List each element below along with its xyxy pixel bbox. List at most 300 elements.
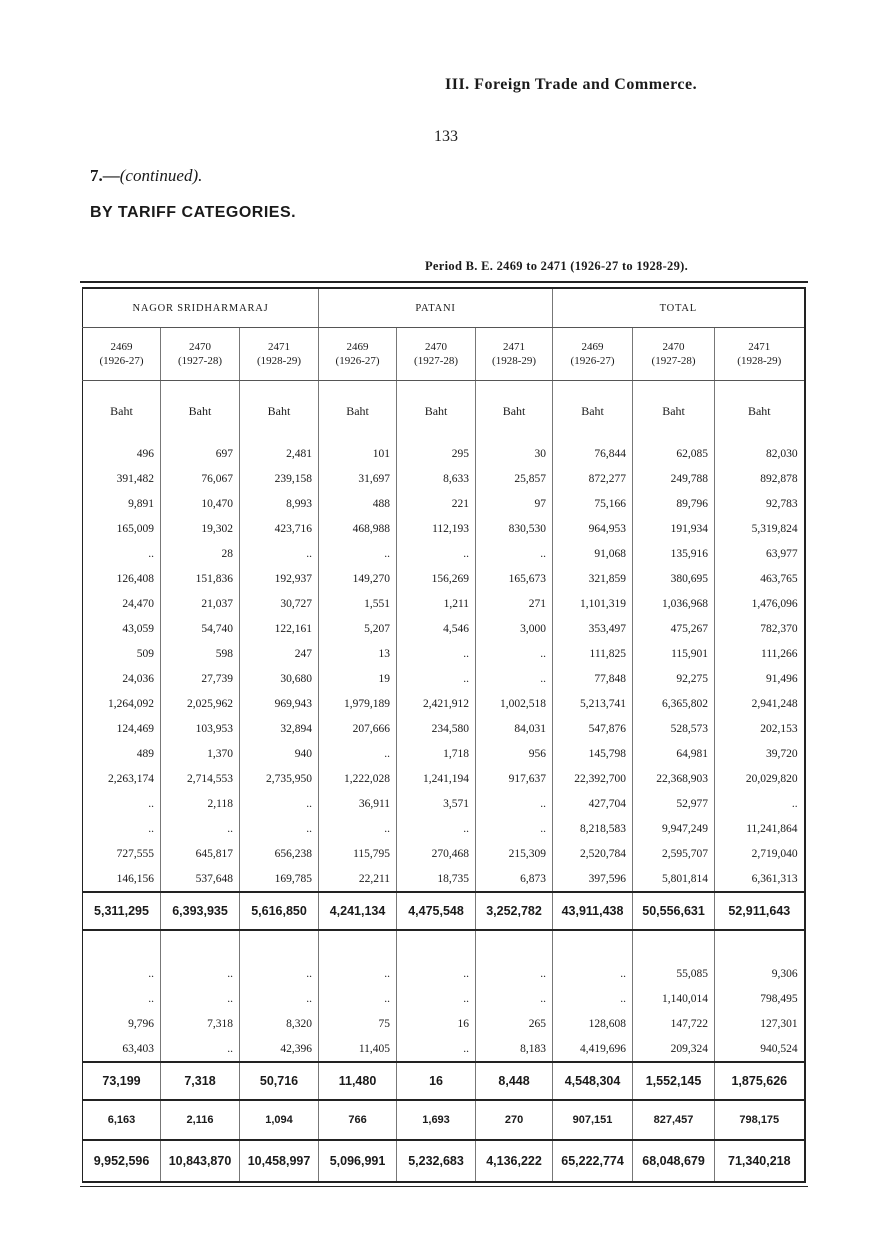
table-cell: 940 — [240, 741, 319, 766]
table-cell: 353,497 — [553, 616, 633, 641]
group-patani: PATANI — [319, 288, 553, 328]
table-cell: 782,370 — [715, 616, 805, 641]
table-cell: 207,666 — [319, 716, 397, 741]
table-cell: 92,783 — [715, 491, 805, 516]
table-cell: 5,232,683 — [397, 1140, 476, 1182]
table-cell: 1,476,096 — [715, 591, 805, 616]
table-cell: 111,266 — [715, 641, 805, 666]
table-cell: 52,977 — [633, 791, 715, 816]
unit-cell: Baht — [240, 381, 319, 442]
table-cell: 1,036,968 — [633, 591, 715, 616]
table-cell: 798,495 — [715, 986, 805, 1011]
table-cell: 21,037 — [161, 591, 240, 616]
table-cell: .. — [319, 541, 397, 566]
table-cell: 239,158 — [240, 466, 319, 491]
table-cell: 149,270 — [319, 566, 397, 591]
table-cell: 84,031 — [476, 716, 553, 741]
table-cell: 20,029,820 — [715, 766, 805, 791]
table-cell: 496 — [83, 441, 161, 466]
table-cell: 19 — [319, 666, 397, 691]
grand-total-row — [83, 1140, 805, 1182]
table-cell: 135,916 — [633, 541, 715, 566]
period-caption: Period B. E. 2469 to 2471 (1926-27 to 1928-29). — [425, 259, 689, 273]
table-row — [83, 866, 805, 892]
table-cell: 10,843,870 — [161, 1140, 240, 1182]
table-cell: 11,241,864 — [715, 816, 805, 841]
table-cell: .. — [240, 791, 319, 816]
table-cell: 9,891 — [83, 491, 161, 516]
table-row — [83, 566, 805, 591]
table-cell: 25,857 — [476, 466, 553, 491]
table-cell: 4,475,548 — [397, 892, 476, 930]
table-cell: .. — [161, 961, 240, 986]
table-cell: 645,817 — [161, 841, 240, 866]
table-cell: 423,716 — [240, 516, 319, 541]
table-cell: 43,059 — [83, 616, 161, 641]
table-cell: 249,788 — [633, 466, 715, 491]
table-cell: 52,911,643 — [715, 892, 805, 930]
table-cell: 64,981 — [633, 741, 715, 766]
table-cell: .. — [161, 1036, 240, 1062]
trade-table — [82, 287, 806, 1183]
table-cell: 91,068 — [553, 541, 633, 566]
table-cell: 892,878 — [715, 466, 805, 491]
table-cell: 1,693 — [397, 1100, 476, 1140]
table-cell: 697 — [161, 441, 240, 466]
table-cell: 202,153 — [715, 716, 805, 741]
table-row — [83, 1011, 805, 1036]
table-cell: 122,161 — [240, 616, 319, 641]
unit-cell: Baht — [397, 381, 476, 442]
table-cell: 397,596 — [553, 866, 633, 892]
table-cell: 8,320 — [240, 1011, 319, 1036]
table-cell: 964,953 — [553, 516, 633, 541]
table-cell: 165,009 — [83, 516, 161, 541]
table-cell: 11,480 — [319, 1062, 397, 1100]
year-header-cell: 2469 (1926-27) — [553, 328, 633, 381]
table-cell: .. — [397, 666, 476, 691]
continued-text: (continued). — [119, 166, 203, 185]
group-nagor: NAGOR SRIDHARMARAJ — [83, 288, 319, 328]
table-cell: .. — [83, 791, 161, 816]
table-cell: 463,765 — [715, 566, 805, 591]
table-cell: 192,937 — [240, 566, 319, 591]
table-cell: 6,873 — [476, 866, 553, 892]
table-row — [83, 1036, 805, 1062]
table-cell: 907,151 — [553, 1100, 633, 1140]
table-cell: 270,468 — [397, 841, 476, 866]
table-cell: .. — [397, 541, 476, 566]
table-cell: .. — [319, 741, 397, 766]
table-cell: 22,368,903 — [633, 766, 715, 791]
table-cell: .. — [397, 641, 476, 666]
table-cell: 488 — [319, 491, 397, 516]
table-cell: 727,555 — [83, 841, 161, 866]
unit-cell: Baht — [553, 381, 633, 442]
table-continued-label — [90, 166, 202, 186]
table-cell: .. — [476, 961, 553, 986]
table-cell: 145,798 — [553, 741, 633, 766]
table-cell: 16 — [397, 1011, 476, 1036]
year-header-cell: 2470 (1927-28) — [161, 328, 240, 381]
table-cell: .. — [83, 816, 161, 841]
table-cell: 247 — [240, 641, 319, 666]
table-cell: .. — [397, 986, 476, 1011]
table-cell: 31,697 — [319, 466, 397, 491]
table-cell: 321,859 — [553, 566, 633, 591]
table-cell: 39,720 — [715, 741, 805, 766]
table-cell: 75,166 — [553, 491, 633, 516]
table-cell: 1,211 — [397, 591, 476, 616]
table-cell: 43,911,438 — [553, 892, 633, 930]
table-cell: 103,953 — [161, 716, 240, 741]
table-cell: 3,252,782 — [476, 892, 553, 930]
table-cell: 4,419,696 — [553, 1036, 633, 1062]
table-cell: 969,943 — [240, 691, 319, 716]
unit-cell: Baht — [319, 381, 397, 442]
table-cell: 8,183 — [476, 1036, 553, 1062]
table-row — [83, 441, 805, 466]
table-cell: 126,408 — [83, 566, 161, 591]
year-header-cell: 2470 (1927-28) — [397, 328, 476, 381]
table-cell: 32,894 — [240, 716, 319, 741]
table-cell: .. — [715, 791, 805, 816]
table-cell: 940,524 — [715, 1036, 805, 1062]
table-cell — [476, 930, 553, 961]
table-cell: 62,085 — [633, 441, 715, 466]
table-cell: 7,318 — [161, 1011, 240, 1036]
table-cell: 2,520,784 — [553, 841, 633, 866]
table-cell: 2,719,040 — [715, 841, 805, 866]
table-cell: 2,941,248 — [715, 691, 805, 716]
table-cell: 215,309 — [476, 841, 553, 866]
year-header-cell: 2469 (1926-27) — [319, 328, 397, 381]
table-cell: 1,241,194 — [397, 766, 476, 791]
table-cell: 128,608 — [553, 1011, 633, 1036]
table-cell: 89,796 — [633, 491, 715, 516]
bottom-rule — [80, 1186, 808, 1187]
table-cell: 1,370 — [161, 741, 240, 766]
table-cell: 151,836 — [161, 566, 240, 591]
table-row — [83, 466, 805, 491]
table-cell: 156,269 — [397, 566, 476, 591]
table-cell: 1,718 — [397, 741, 476, 766]
table-cell: 8,993 — [240, 491, 319, 516]
table-cell: 27,739 — [161, 666, 240, 691]
table-cell: .. — [161, 986, 240, 1011]
table-row — [83, 616, 805, 641]
group-header-row — [83, 288, 805, 328]
table-cell: 16 — [397, 1062, 476, 1100]
table-cell: 76,844 — [553, 441, 633, 466]
table-cell: 5,207 — [319, 616, 397, 641]
table-row — [83, 766, 805, 791]
table-cell: 872,277 — [553, 466, 633, 491]
table-cell: 221 — [397, 491, 476, 516]
table-cell: 537,648 — [161, 866, 240, 892]
table-cell: 3,571 — [397, 791, 476, 816]
table-cell: 71,340,218 — [715, 1140, 805, 1182]
table-cell — [397, 930, 476, 961]
table-cell — [553, 930, 633, 961]
table-cell — [633, 930, 715, 961]
table-cell: 9,306 — [715, 961, 805, 986]
table-cell: 1,875,626 — [715, 1062, 805, 1100]
table-cell: 5,801,814 — [633, 866, 715, 892]
table-cell: 169,785 — [240, 866, 319, 892]
table-cell: 22,211 — [319, 866, 397, 892]
table-cell: 598 — [161, 641, 240, 666]
year-header-cell: 2471 (1928-29) — [715, 328, 805, 381]
table-cell: .. — [83, 541, 161, 566]
table-cell: 30,727 — [240, 591, 319, 616]
table-cell: 24,036 — [83, 666, 161, 691]
table-cell: .. — [240, 986, 319, 1011]
table-row — [83, 491, 805, 516]
table-cell: 509 — [83, 641, 161, 666]
table-cell: 391,482 — [83, 466, 161, 491]
year-header-row — [83, 328, 805, 381]
table-cell: 1,264,092 — [83, 691, 161, 716]
table-cell: 97 — [476, 491, 553, 516]
table-cell: 77,848 — [553, 666, 633, 691]
year-header-cell: 2469 (1926-27) — [83, 328, 161, 381]
table-cell: .. — [161, 816, 240, 841]
table-cell: 1,101,319 — [553, 591, 633, 616]
table-row — [83, 1100, 805, 1140]
table-cell: 1,979,189 — [319, 691, 397, 716]
table-cell: 489 — [83, 741, 161, 766]
table-cell: 1,222,028 — [319, 766, 397, 791]
table-row — [83, 816, 805, 841]
table-cell: 112,193 — [397, 516, 476, 541]
table-cell: .. — [553, 986, 633, 1011]
table-cell: .. — [240, 816, 319, 841]
table-cell — [83, 930, 161, 961]
table-cell: 4,136,222 — [476, 1140, 553, 1182]
table-cell: 50,556,631 — [633, 892, 715, 930]
table-cell: 127,301 — [715, 1011, 805, 1036]
table-cell — [240, 930, 319, 961]
unit-cell: Baht — [715, 381, 805, 442]
table-cell: 1,551 — [319, 591, 397, 616]
table-cell: 5,311,295 — [83, 892, 161, 930]
table-cell — [715, 930, 805, 961]
table-number: 7.— — [90, 166, 120, 185]
table-cell — [319, 930, 397, 961]
unit-cell: Baht — [633, 381, 715, 442]
table-row — [83, 641, 805, 666]
table-cell: .. — [476, 816, 553, 841]
table-cell: 36,911 — [319, 791, 397, 816]
table-cell: 68,048,679 — [633, 1140, 715, 1182]
table-cell: .. — [476, 986, 553, 1011]
table-cell: .. — [476, 541, 553, 566]
table-cell: 8,218,583 — [553, 816, 633, 841]
table-cell: 4,548,304 — [553, 1062, 633, 1100]
table-row — [83, 841, 805, 866]
table-cell: 147,722 — [633, 1011, 715, 1036]
table-cell: 75 — [319, 1011, 397, 1036]
table-cell: 54,740 — [161, 616, 240, 641]
table-cell: 2,421,912 — [397, 691, 476, 716]
table-cell: 30 — [476, 441, 553, 466]
table-cell: 6,361,313 — [715, 866, 805, 892]
table-cell: .. — [240, 541, 319, 566]
table-cell: 92,275 — [633, 666, 715, 691]
table-cell: 124,469 — [83, 716, 161, 741]
table-cell: 2,714,553 — [161, 766, 240, 791]
table-cell: 528,573 — [633, 716, 715, 741]
table-cell: .. — [83, 961, 161, 986]
table-row — [83, 716, 805, 741]
table-cell: 10,470 — [161, 491, 240, 516]
table-cell: 8,633 — [397, 466, 476, 491]
table-cell: 28 — [161, 541, 240, 566]
table-cell: 5,319,824 — [715, 516, 805, 541]
table-cell: 9,796 — [83, 1011, 161, 1036]
table-cell: .. — [553, 961, 633, 986]
table-cell: .. — [240, 961, 319, 986]
table-cell: 30,680 — [240, 666, 319, 691]
table-row — [83, 961, 805, 986]
table-cell: .. — [476, 791, 553, 816]
table-body — [83, 288, 805, 1182]
table-cell: 10,458,997 — [240, 1140, 319, 1182]
table-cell: 271 — [476, 591, 553, 616]
table-cell: 111,825 — [553, 641, 633, 666]
table-cell: 76,067 — [161, 466, 240, 491]
table-cell: .. — [83, 986, 161, 1011]
table-cell: 4,241,134 — [319, 892, 397, 930]
table-cell: 63,977 — [715, 541, 805, 566]
table-cell: 475,267 — [633, 616, 715, 641]
table-cell: 956 — [476, 741, 553, 766]
table-cell: 830,530 — [476, 516, 553, 541]
unit-cell: Baht — [161, 381, 240, 442]
table-cell: 2,595,707 — [633, 841, 715, 866]
table-cell: 101 — [319, 441, 397, 466]
table-cell: 209,324 — [633, 1036, 715, 1062]
table-cell: 50,716 — [240, 1062, 319, 1100]
table-cell: .. — [476, 641, 553, 666]
table-cell: 82,030 — [715, 441, 805, 466]
table-cell: 468,988 — [319, 516, 397, 541]
table-cell: 2,263,174 — [83, 766, 161, 791]
table-cell: 1,094 — [240, 1100, 319, 1140]
table-cell: 4,546 — [397, 616, 476, 641]
table-cell: 5,213,741 — [553, 691, 633, 716]
table-cell: 2,116 — [161, 1100, 240, 1140]
table-cell: 2,025,962 — [161, 691, 240, 716]
table-row — [83, 741, 805, 766]
table-row — [83, 666, 805, 691]
table-cell: 19,302 — [161, 516, 240, 541]
table-cell: 6,163 — [83, 1100, 161, 1140]
table-cell: 766 — [319, 1100, 397, 1140]
top-rule — [80, 281, 808, 283]
table-cell: 18,735 — [397, 866, 476, 892]
table-cell: .. — [319, 816, 397, 841]
table-cell: 9,952,596 — [83, 1140, 161, 1182]
page-number: 133 — [434, 128, 458, 145]
table-cell: 146,156 — [83, 866, 161, 892]
subtotal-row — [83, 1062, 805, 1100]
table-cell: 827,457 — [633, 1100, 715, 1140]
table-cell: 24,470 — [83, 591, 161, 616]
table-cell: 295 — [397, 441, 476, 466]
table-row — [83, 541, 805, 566]
table-cell: 234,580 — [397, 716, 476, 741]
table-cell: 191,934 — [633, 516, 715, 541]
table-cell: 165,673 — [476, 566, 553, 591]
table-cell: 6,365,802 — [633, 691, 715, 716]
table-cell: 1,140,014 — [633, 986, 715, 1011]
table-cell: 5,096,991 — [319, 1140, 397, 1182]
table-cell: 65,222,774 — [553, 1140, 633, 1182]
table-cell: .. — [319, 986, 397, 1011]
table-cell: 55,085 — [633, 961, 715, 986]
table-cell: 115,795 — [319, 841, 397, 866]
table-cell: 73,199 — [83, 1062, 161, 1100]
table-cell: 917,637 — [476, 766, 553, 791]
table-cell: 1,002,518 — [476, 691, 553, 716]
table-cell: 265 — [476, 1011, 553, 1036]
table-cell: 2,481 — [240, 441, 319, 466]
table-cell: 91,496 — [715, 666, 805, 691]
table-cell: 3,000 — [476, 616, 553, 641]
table-cell: 2,735,950 — [240, 766, 319, 791]
table-cell: .. — [476, 666, 553, 691]
table-cell: 8,448 — [476, 1062, 553, 1100]
table-cell: 2,118 — [161, 791, 240, 816]
table-cell: 427,704 — [553, 791, 633, 816]
table-cell: 5,616,850 — [240, 892, 319, 930]
table-row — [83, 516, 805, 541]
table-row — [83, 691, 805, 716]
table-row — [83, 791, 805, 816]
table-cell: 1,552,145 — [633, 1062, 715, 1100]
table-subtitle: BY TARIFF CATEGORIES. — [90, 204, 297, 221]
table-cell: .. — [397, 816, 476, 841]
table-cell: 270 — [476, 1100, 553, 1140]
section-heading: III. Foreign Trade and Commerce. — [445, 76, 698, 93]
table-cell: 656,238 — [240, 841, 319, 866]
table-cell: 547,876 — [553, 716, 633, 741]
subtotal-row — [83, 892, 805, 930]
table-cell: 798,175 — [715, 1100, 805, 1140]
table-cell: 9,947,249 — [633, 816, 715, 841]
table-row — [83, 986, 805, 1011]
table-cell: 6,393,935 — [161, 892, 240, 930]
table-row — [83, 591, 805, 616]
unit-row — [83, 381, 805, 442]
spacer-row — [83, 930, 805, 961]
table-cell — [161, 930, 240, 961]
table-cell: 22,392,700 — [553, 766, 633, 791]
table-cell: 42,396 — [240, 1036, 319, 1062]
table-cell: 63,403 — [83, 1036, 161, 1062]
unit-cell: Baht — [476, 381, 553, 442]
group-total: TOTAL — [553, 288, 805, 328]
table-cell: 13 — [319, 641, 397, 666]
year-header-cell: 2470 (1927-28) — [633, 328, 715, 381]
table-cell: 115,901 — [633, 641, 715, 666]
table-cell: 380,695 — [633, 566, 715, 591]
unit-cell: Baht — [83, 381, 161, 442]
year-header-cell: 2471 (1928-29) — [476, 328, 553, 381]
table-cell: .. — [397, 1036, 476, 1062]
